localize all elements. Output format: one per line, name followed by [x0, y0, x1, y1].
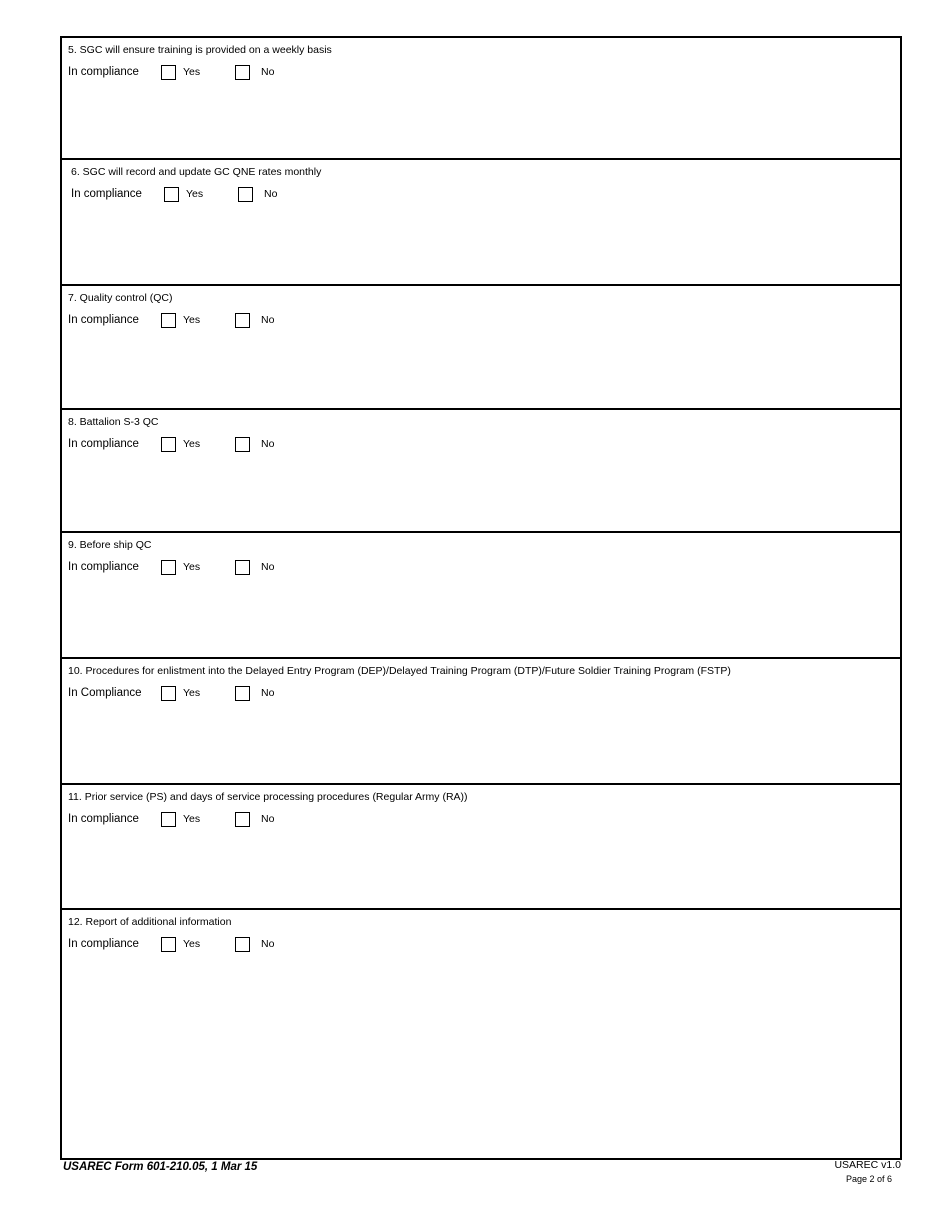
yes-label: Yes — [183, 813, 201, 825]
section-6 — [62, 160, 900, 286]
section-7 — [62, 286, 900, 410]
yes-checkbox[interactable] — [161, 686, 176, 701]
yes-label: Yes — [183, 938, 201, 950]
yes-checkbox[interactable] — [161, 560, 176, 575]
compliance-label: In compliance — [71, 188, 142, 200]
compliance-label: In compliance — [68, 66, 139, 78]
section-title: 10. Procedures for enlistment into the Delayed Entry Program (DEP)/Delayed Training Program (DTP)/Future Soldier Training Program (FSTP) — [68, 665, 731, 677]
no-checkbox[interactable] — [235, 560, 250, 575]
section-title: 9. Before ship QC — [68, 539, 152, 551]
compliance-label: In compliance — [68, 314, 139, 326]
no-checkbox[interactable] — [235, 812, 250, 827]
section-title: 8. Battalion S-3 QC — [68, 416, 159, 428]
form-version: USAREC v1.0 — [834, 1159, 901, 1171]
yes-checkbox[interactable] — [164, 187, 179, 202]
no-checkbox[interactable] — [235, 65, 250, 80]
section-title: 11. Prior service (PS) and days of service processing procedures (Regular Army (RA)) — [68, 791, 468, 803]
section-10 — [62, 659, 900, 785]
section-11 — [62, 785, 900, 910]
no-label: No — [261, 438, 275, 450]
yes-label: Yes — [183, 314, 201, 326]
compliance-label: In compliance — [68, 813, 139, 825]
yes-checkbox[interactable] — [161, 437, 176, 452]
section-title: 5. SGC will ensure training is provided on a weekly basis — [68, 44, 332, 56]
yes-label: Yes — [183, 561, 201, 573]
compliance-label: In Compliance — [68, 687, 142, 699]
yes-label: Yes — [183, 66, 201, 78]
no-label: No — [261, 938, 275, 950]
no-checkbox[interactable] — [235, 437, 250, 452]
no-checkbox[interactable] — [235, 686, 250, 701]
no-label: No — [261, 687, 275, 699]
compliance-label: In compliance — [68, 561, 139, 573]
yes-label: Yes — [183, 438, 201, 450]
no-checkbox[interactable] — [238, 187, 253, 202]
yes-checkbox[interactable] — [161, 812, 176, 827]
no-label: No — [261, 314, 275, 326]
yes-checkbox[interactable] — [161, 937, 176, 952]
compliance-form — [60, 36, 902, 1160]
no-label: No — [261, 813, 275, 825]
form-identifier: USAREC Form 601-210.05, 1 Mar 15 — [63, 1161, 258, 1173]
compliance-label: In compliance — [68, 438, 139, 450]
compliance-label: In compliance — [68, 938, 139, 950]
section-12 — [62, 910, 900, 1158]
section-5 — [62, 38, 900, 160]
yes-checkbox[interactable] — [161, 65, 176, 80]
page-number: Page 2 of 6 — [845, 1174, 892, 1184]
section-8 — [62, 410, 900, 533]
section-9 — [62, 533, 900, 659]
no-label: No — [261, 561, 275, 573]
yes-checkbox[interactable] — [161, 313, 176, 328]
no-label: No — [261, 66, 275, 78]
section-title: 7. Quality control (QC) — [68, 292, 173, 304]
yes-label: Yes — [186, 188, 204, 200]
no-label: No — [264, 188, 278, 200]
yes-label: Yes — [183, 687, 201, 699]
section-title: 12. Report of additional information — [68, 916, 232, 928]
section-title: 6. SGC will record and update GC QNE rates monthly — [71, 166, 322, 178]
no-checkbox[interactable] — [235, 313, 250, 328]
no-checkbox[interactable] — [235, 937, 250, 952]
